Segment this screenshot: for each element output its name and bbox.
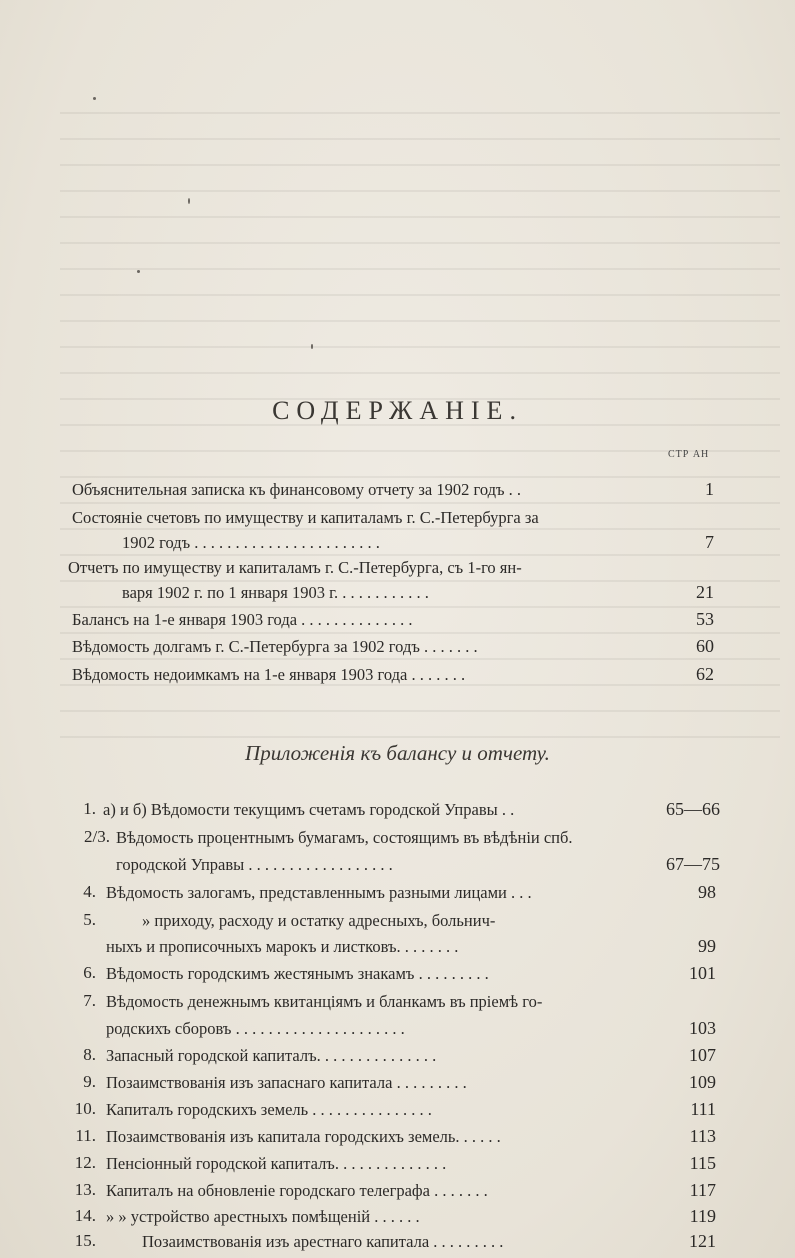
appendix-number: 9.: [83, 1072, 96, 1091]
appendix-entry-page: 103: [689, 1018, 716, 1038]
appendix-number: 2/3.: [84, 827, 110, 846]
contents-entry-line: Вѣдомость недоимкамъ на 1-е января 1903 года . . . . . . .: [72, 665, 466, 684]
appendix-number: 15.: [74, 1231, 96, 1250]
appendix-entry-line: Вѣдомость процентнымъ бумагамъ, состоящимъ въ вѣдѣніи спб.: [116, 828, 573, 847]
contents-entry-line: Объяснительная записка къ финансовому отчету за 1902 годъ . .: [72, 480, 522, 499]
appendix-entry-line: а) и б) Вѣдомости текущимъ счетамъ городской Управы . .: [103, 800, 515, 819]
appendix-entry-page: 99: [698, 936, 716, 956]
speck: [93, 97, 96, 100]
appendix-entry-line: » приходу, расходу и остатку адресныхъ, больнич-: [142, 911, 496, 930]
appendix-entry-line: Позаимствованія изъ арестнаго капитала . . . . . . . . .: [142, 1232, 504, 1251]
appendix-entry-line: Капиталъ на обновленіе городскаго телеграфа . . . . . . .: [106, 1181, 488, 1200]
appendix-entry-line: Вѣдомость денежнымъ квитанціямъ и бланкамъ въ пріемѣ го-: [106, 992, 543, 1011]
contents-entry-page: 62: [696, 664, 714, 684]
contents-entry-page: 60: [696, 636, 714, 656]
appendix-number: 12.: [74, 1153, 96, 1172]
contents-entry-page: 1: [705, 479, 714, 499]
speck: [188, 198, 190, 204]
speck: [137, 270, 140, 273]
appendix-entry-line: родскихъ сборовъ . . . . . . . . . . . . . . . . . . . . .: [106, 1019, 405, 1038]
contents-entry-line: варя 1902 г. по 1 января 1903 г. . . . . . . . . . . .: [122, 583, 429, 602]
appendix-entry-page: 65—66: [666, 799, 720, 819]
appendix-entry-line: Позаимствованія изъ запаснаго капитала . . . . . . . . .: [106, 1073, 467, 1092]
appendix-number: 6.: [83, 963, 96, 982]
appendix-entry-line: Позаимствованія изъ капитала городскихъ земель. . . . . .: [106, 1127, 501, 1146]
contents-entry-line: Вѣдомость долгамъ г. С.-Петербурга за 1902 годъ . . . . . . .: [72, 637, 478, 656]
appendix-entry-page: 98: [698, 882, 716, 902]
appendix-entry-page: 109: [689, 1072, 716, 1092]
appendix-title: Приложенія къ балансу и отчету.: [245, 741, 550, 765]
appendix-number: 7.: [83, 991, 96, 1010]
appendix-entry-page: 113: [689, 1126, 716, 1146]
appendix-number: 14.: [74, 1206, 96, 1225]
appendix-entry-line: Вѣдомость залогамъ, представленнымъ разными лицами . . .: [106, 883, 532, 902]
contents-entry-line: 1902 годъ . . . . . . . . . . . . . . . . . . . . . . .: [122, 533, 380, 552]
appendix-entry-page: 107: [689, 1045, 716, 1065]
appendix-entry-line: Капиталъ городскихъ земель . . . . . . . . . . . . . . .: [106, 1100, 432, 1119]
appendix-entry-page: 115: [689, 1153, 716, 1173]
appendix-number: 13.: [74, 1180, 96, 1199]
appendix-entry-page: 117: [689, 1180, 716, 1200]
appendix-number: 1.: [83, 799, 96, 818]
appendix-entry-line: городской Управы . . . . . . . . . . . . . . . . . .: [116, 855, 393, 874]
contents-entry-page: 21: [696, 582, 714, 602]
page-title: СОДЕРЖАНІЕ.: [272, 396, 523, 425]
appendix-number: 4.: [83, 882, 96, 901]
appendix-entry-line: Запасный городской капиталъ. . . . . . . . . . . . . . .: [106, 1046, 437, 1065]
appendix-entry-line: Пенсіонный городской капиталъ. . . . . . . . . . . . . .: [106, 1154, 447, 1173]
page-column-header: СТР АН: [668, 449, 710, 460]
contents-entry-line: Балансъ на 1-е января 1903 года . . . . . . . . . . . . . .: [72, 610, 413, 629]
contents-entry-line: Отчетъ по имуществу и капиталамъ г. С.-Петербурга, съ 1-го ян-: [68, 558, 522, 577]
appendix-entry-page: 111: [690, 1099, 716, 1119]
speck: [311, 344, 313, 349]
appendix-entry-line: ныхъ и прописочныхъ марокъ и листковъ. . . . . . . .: [106, 937, 459, 956]
appendix-entry-page: 121: [689, 1231, 716, 1251]
appendix-number: 10.: [74, 1099, 96, 1118]
appendix-entry-page: 101: [689, 963, 716, 983]
appendix-entry-page: 119: [689, 1206, 716, 1226]
appendix-number: 8.: [83, 1045, 96, 1064]
appendix-number: 11.: [75, 1126, 96, 1145]
appendix-entry-page: 67—75: [666, 854, 720, 874]
appendix-number: 5.: [83, 910, 96, 929]
contents-entry-line: Состояніе счетовъ по имуществу и капиталамъ г. С.-Петербурга за: [72, 508, 539, 527]
contents-entry-page: 7: [705, 532, 714, 552]
appendix-entry-line: » » устройство арестныхъ помѣщеній . . . . . .: [106, 1207, 420, 1226]
appendix-entry-line: Вѣдомость городскимъ жестянымъ знакамъ . . . . . . . . .: [106, 964, 489, 983]
contents-entry-page: 53: [696, 609, 714, 629]
